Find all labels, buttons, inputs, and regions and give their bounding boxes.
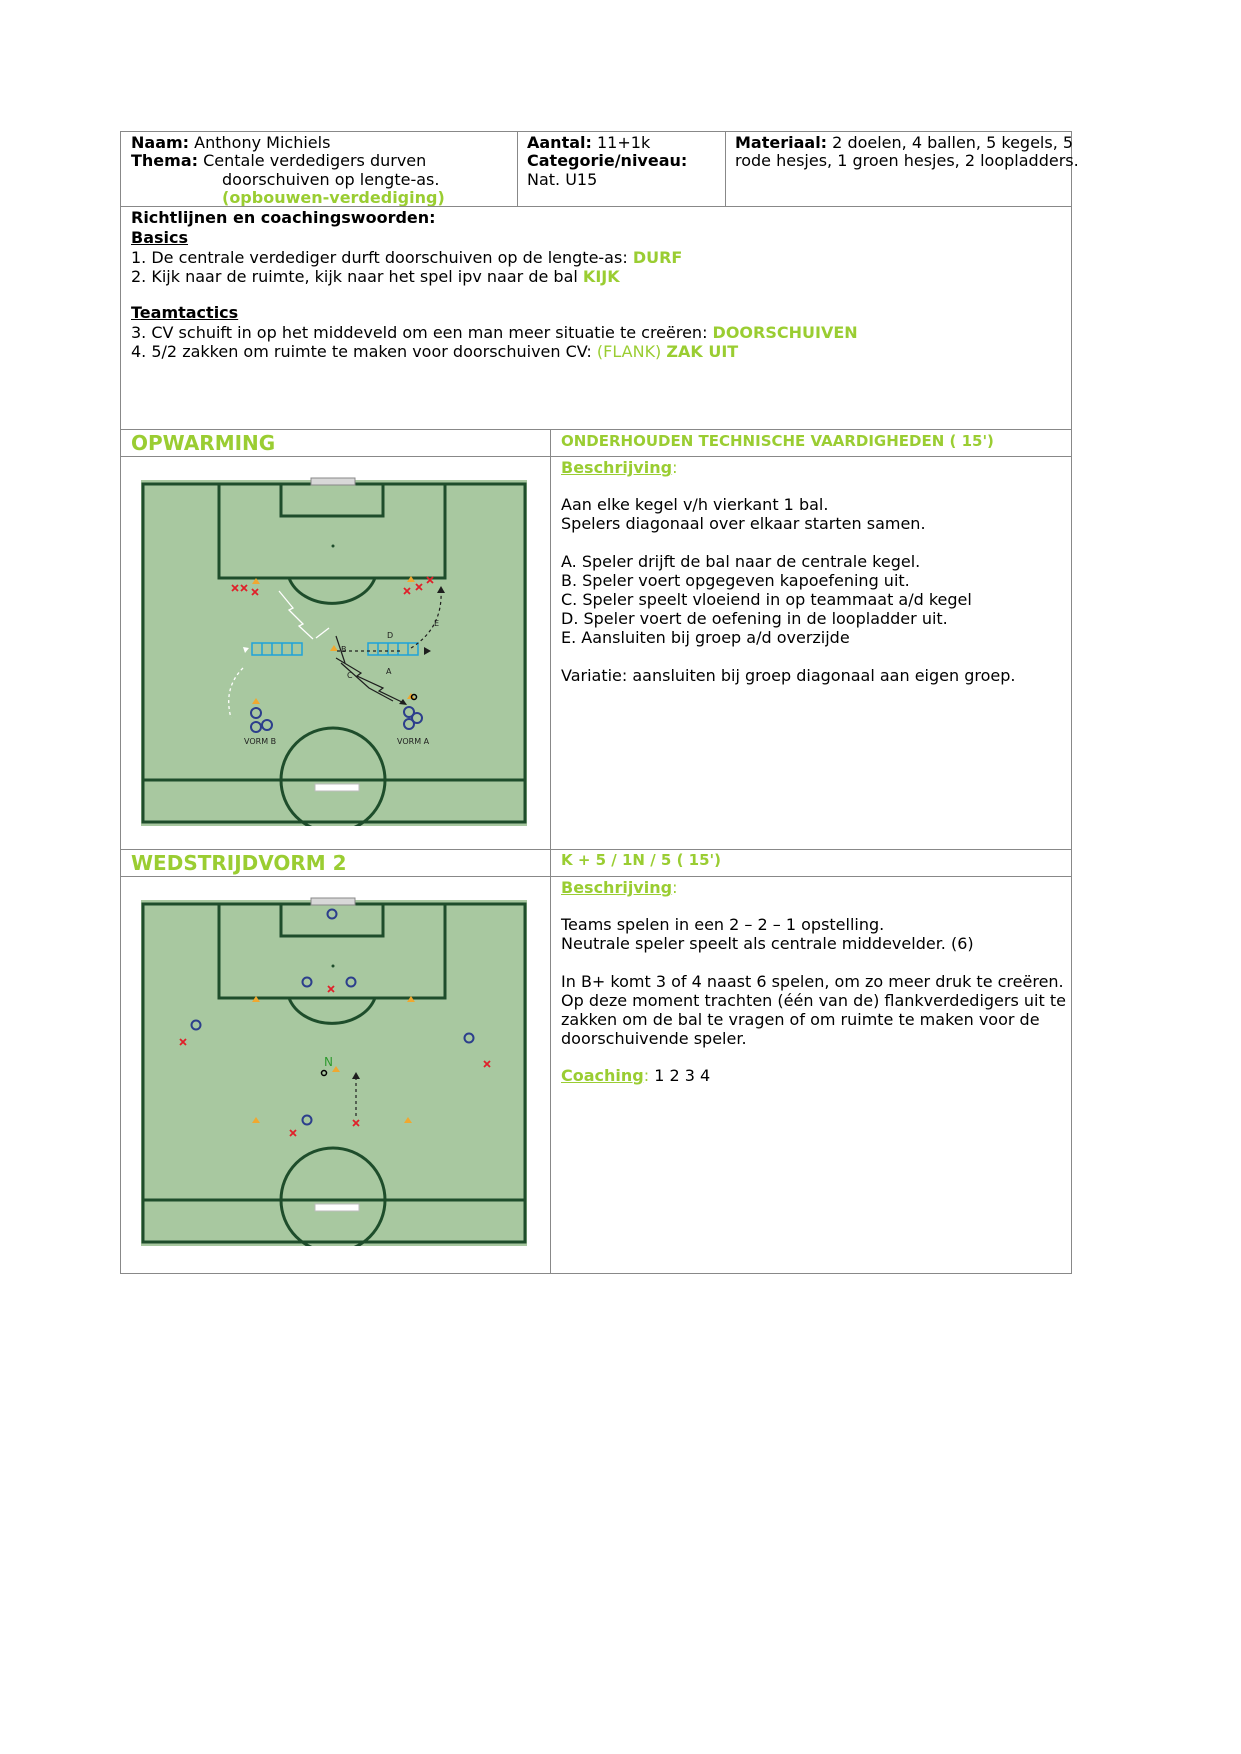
materiaal-line1 xyxy=(735,133,1073,152)
coaching-value: 1 2 3 4 xyxy=(654,1066,711,1085)
section2-title: WEDSTRIJDVORM 2 xyxy=(131,851,347,875)
pitch xyxy=(141,480,527,826)
guidelines-cell xyxy=(120,206,1072,430)
materiaal-value1: 2 doelen, 4 ballen, 5 kegels, 5 xyxy=(832,133,1074,152)
basic-2-text: 2. Kijk naar de ruimte, kijk naar het spel ipv naar de bal xyxy=(131,267,578,286)
basic-1 xyxy=(131,248,682,267)
tactic-4-keyword: ZAK UIT xyxy=(666,342,739,361)
section1-line: Spelers diagonaal over elkaar starten samen. xyxy=(561,514,926,533)
aantal-line xyxy=(527,133,650,152)
label-e: E xyxy=(434,619,440,628)
tactic-3-text: 3. CV schuift in op het middeveld om een man meer situatie te creëren: xyxy=(131,323,708,342)
section2-description xyxy=(561,878,1066,1085)
section2-spacer xyxy=(561,1048,1066,1066)
section2-line: zakken om de bal te vragen of om ruimte te maken voor de xyxy=(561,1010,1040,1029)
section2-subtitle: K + 5 / 1N / 5 ( 15') xyxy=(561,851,721,869)
label-vorm-b: VORM B xyxy=(244,737,277,746)
label-vorm-a: VORM A xyxy=(397,737,430,746)
basic-1-keyword: DURF xyxy=(632,248,683,267)
section1-beschrijving-label: Beschrijving xyxy=(561,458,673,477)
naam-line xyxy=(131,133,330,152)
goal-top xyxy=(311,898,355,905)
naam-label: Naam: xyxy=(131,133,190,152)
materiaal-label: Materiaal: xyxy=(735,133,828,152)
aantal-value: 11+1k xyxy=(597,133,651,152)
section1-title: OPWARMING xyxy=(131,431,276,455)
section2-line: In B+ komt 3 of 4 naast 6 spelen, om zo meer druk te creëren. xyxy=(561,972,1064,991)
opwarming-diagram xyxy=(131,458,531,826)
categorie-value: Nat. U15 xyxy=(527,170,598,189)
section2-colon: : xyxy=(672,878,678,897)
section1-line xyxy=(561,647,1061,666)
basics-title: Basics xyxy=(131,228,189,247)
coaching-colon: : xyxy=(643,1066,650,1085)
thema-line xyxy=(131,151,426,170)
basic-2-keyword: KIJK xyxy=(582,267,620,286)
thema-line2: doorschuiven op lengte-as. xyxy=(222,170,440,189)
coaching-label: Coaching xyxy=(561,1066,644,1085)
goal-bottom xyxy=(315,1204,359,1211)
label-d: D xyxy=(387,631,394,640)
coaching-line xyxy=(561,1066,1066,1085)
guidelines-title: Richtlijnen en coachingswoorden: xyxy=(131,208,436,227)
tactic-3-keyword: DOORSCHUIVEN xyxy=(712,323,858,342)
penalty-spot xyxy=(332,545,335,548)
materiaal-line2: rode hesjes, 1 groen hesjes, 2 loopladders. xyxy=(735,151,1079,170)
section1-line: C. Speler speelt vloeiend in op teammaat a/d kegel xyxy=(561,590,972,609)
teamtactics-title: Teamtactics xyxy=(131,303,239,322)
section2-line xyxy=(561,953,1066,972)
tactic-4-flank: (FLANK) xyxy=(596,342,662,361)
section1-line: Aan elke kegel v/h vierkant 1 bal. xyxy=(561,495,829,514)
wedstrijdvorm-diagram xyxy=(131,878,531,1246)
section2-line: Neutrale speler speelt als centrale middevelder. (6) xyxy=(561,934,974,953)
label-a: A xyxy=(386,667,392,676)
section2-line: doorschuivende speler. xyxy=(561,1029,747,1048)
tactic-3 xyxy=(131,323,858,342)
section1-line: E. Aansluiten bij groep a/d overzijde xyxy=(561,628,850,647)
basic-2 xyxy=(131,267,620,286)
thema-line1: Centale verdedigers durven xyxy=(203,151,427,170)
label-b: B xyxy=(341,645,347,654)
section2-line: Teams spelen in een 2 – 2 – 1 opstelling. xyxy=(561,915,885,934)
categorie-label: Categorie/niveau: xyxy=(527,151,688,170)
naam-value: Anthony Michiels xyxy=(194,133,331,152)
label-c: C xyxy=(347,671,353,680)
thema-line3: (opbouwen-verdediging) xyxy=(222,188,445,207)
section2-line: Op deze moment trachten (één van de) flankverdedigers uit te xyxy=(561,991,1066,1010)
section1-description xyxy=(561,458,1061,685)
section1-colon: : xyxy=(672,458,678,477)
section2-beschrijving-label: Beschrijving xyxy=(561,878,673,897)
pitch xyxy=(141,900,527,1246)
section1-line: D. Speler voert de oefening in de loopladder uit. xyxy=(561,609,948,628)
goal-top xyxy=(311,478,355,485)
section1-line: Variatie: aansluiten bij groep diagonaal aan eigen groep. xyxy=(561,666,1016,685)
thema-label: Thema: xyxy=(131,151,199,170)
penalty-spot xyxy=(332,965,335,968)
aantal-label: Aantal: xyxy=(527,133,592,152)
neutral-player-label: N xyxy=(324,1055,333,1069)
section1-subtitle: ONDERHOUDEN TECHNISCHE VAARDIGHEDEN ( 15') xyxy=(561,432,994,450)
basic-1-text: 1. De centrale verdediger durft doorschuiven op de lengte-as: xyxy=(131,248,628,267)
goal-bottom xyxy=(315,784,359,791)
section1-line: B. Speler voert opgegeven kapoefening uit. xyxy=(561,571,910,590)
tactic-4-text: 4. 5/2 zakken om ruimte te maken voor doorschuiven CV: xyxy=(131,342,592,361)
section1-line: A. Speler drijft de bal naar de centrale kegel. xyxy=(561,552,921,571)
tactic-4 xyxy=(131,342,738,361)
section1-line xyxy=(561,533,1061,552)
